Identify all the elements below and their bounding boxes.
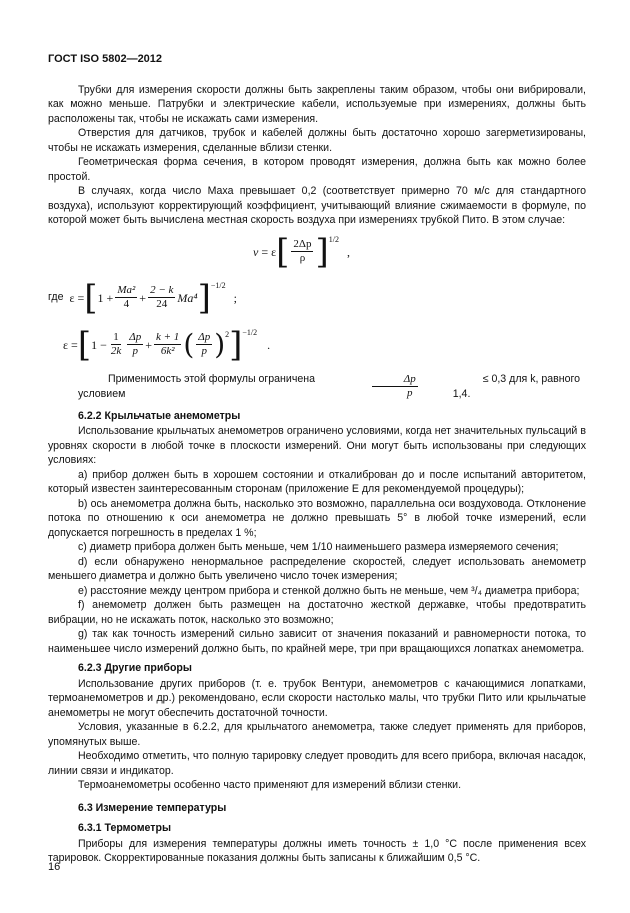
list-item: с) диаметр прибора должен быть меньше, чем 1/10 наименьшего размера измеряемого сечения; <box>78 541 559 553</box>
list-item: d) если обнаружено ненормальное распределение скоростей, следует использовать анемометр меньшего диаметра и должно быть увеличено число точек измерения; <box>48 555 586 582</box>
velocity-formula: v = ε [ $\frac{2\Delta p}{\rho}$ ] $^{1/2}$ , <box>253 231 350 272</box>
epsilon-formula-1: где ε = [ 1 + $\frac{\text{Ma²}}{4}$ + $\frac{2 - k}{24}$ Ma⁴ ] $^{-1/2}$ ; <box>48 277 237 318</box>
paragraph: Приборы для измерения температуры должны иметь точность ± 1,0 °С после применения всех тарировок. Скорректированные показания должны быть записаны к ближайшим 0,5 °С. <box>48 837 586 864</box>
applicability-line: Применимость этой формулы ограничена условием $\frac{\Delta p}{p}$ ≤ 0,3 для k, равного 1,4. <box>78 373 581 400</box>
paragraph: Использование крыльчатых анемометров ограничено условиями, когда нет значительных пульсаций в уровнях скорости в любой точке в плоскости измерений. Они могут быть использованы при следующих условиях: <box>48 425 586 466</box>
paragraph: Необходимо отметить, что полную тарировку следует проводить для всего прибора, включая насадок, линии связи и индикатор. <box>48 750 586 777</box>
paragraph: Трубки для измерения скорости должны быть закреплены таким образом, чтобы они вибрировали, как можно меньше. Патрубки и электрические кабели, используемые при измерениях, должны быть расположены так, чтобы не искажать сами измерения. <box>48 83 586 125</box>
section-heading: 6.3.1 Термометры <box>78 822 171 834</box>
fraction: $\frac{2\Delta p}{\rho}$ <box>293 238 312 264</box>
epsilon-formula-2: ε = [ 1 − $\frac{1}{2k}$ $\frac{\Delta p}{p}$ + $\frac{k + 1}{\text{6k²}}$ ( $\frac{\Delta p}{p}$ ) $^2$ ] $^{-1/2}$ . <box>63 324 271 365</box>
list-item: g) так как точность измерений сильно зависит от значения показаний и равномерности потока, то наименьшее число измерений должно быть, по крайней мере, три при вращающихся лопатках анемометра. <box>48 628 586 655</box>
section-heading: 6.2.3 Другие приборы <box>78 662 192 674</box>
list-item: b) ось анемометра должна быть, насколько это возможно, параллельна оси воздуховода. Отклонение потока по отношению к оси анемометра не должно превышать 5° в любой точке измерений, если допускается погрешность в пределах 1 %; <box>48 497 586 539</box>
bracket-open: [ <box>276 231 290 272</box>
section-heading: 6.3 Измерение температуры <box>78 801 227 814</box>
list-item: а) прибор должен быть в хорошем состоянии и откалиброван до и после испытаний авторитетом, который известен заинтересованным сторонам (приложение Е для рекомендуемой процедуры); <box>48 468 586 495</box>
paragraph: Условия, указанные в 6.2.2, для крыльчатого анемометра, также следует применять для приборов, упомянутых выше. <box>48 721 586 748</box>
page-number: 16 <box>48 861 61 873</box>
paragraph: В случаях, когда число Маха превышает 0,2 (соответствует примерно 70 м/с для стандартного воздуха), используют корректирующий коэффициент, учитывающий влияние сжимаемости в формуле, по которой может быть вычислена местная скорость воздуха при измерениях трубкой Пито. В этом случае: <box>48 185 586 226</box>
paragraph: Использование других приборов (т. е. трубок Вентури, анемометров с качающимися лопатками, термоанемометров и др.) рекомендовано, если скорости настолько малы, что трубки Пито или крыльчатые анемометры не могут обеспечить достаточной точности. <box>48 677 586 719</box>
list-item: е) расстояние между центром прибора и стенкой должно быть не меньше, чем ³/₄ диаметра прибора; <box>78 584 580 597</box>
bracket-close: ] <box>315 231 329 272</box>
paragraph: Термоанемометры особенно часто применяют для измерений вблизи стенки. <box>78 779 462 791</box>
running-header: ГОСТ ISO 5802—2012 <box>48 53 163 65</box>
list-item: f) анемометр должен быть размещен на достаточно жесткой державке, чтобы предотвратить вибрации, но не искажать поток, насколько это возможно; <box>48 599 586 626</box>
paragraph: Геометрическая форма сечения, в котором проводят измерения, должна быть как можно более простой. <box>48 156 586 183</box>
paragraph: Отверстия для датчиков, трубок и кабелей должны быть достаточно хорошо загерметизированы, чтобы не искажать измерения, сделанные вблизи стенки. <box>48 127 586 154</box>
section-heading: 6.2.2 Крыльчатые анемометры <box>78 409 241 422</box>
